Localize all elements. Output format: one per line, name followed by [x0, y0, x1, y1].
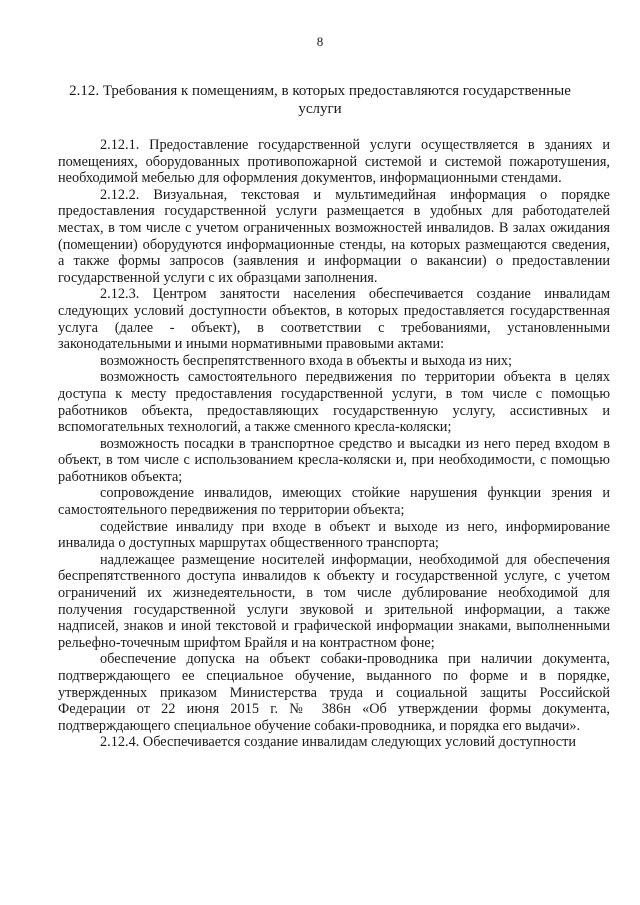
paragraph-2-12-2: 2.12.2. Визуальная, текстовая и мультимедийная информация о порядке предоставления государственной услуги размещается в удобных для работодателей местах, в том числе с учетом ограниченных возможностей инвалидов. В залах ожидания (помещении) оборудуются информационные стенды, на которых размещаются сведения, а также формы запросов (заявления и информации о вакансии) о предоставлении государственной услуги с их образцами заполнения.: [58, 186, 610, 286]
list-item-assistance: содействие инвалиду при входе в объект и выходе из него, информирование инвалида о доступных маршрутах общественного транспорта;: [58, 518, 610, 552]
list-item-information-placement: надлежащее размещение носителей информации, необходимой для обеспечения беспрепятственного доступа инвалидов к объекту и государственной услуге, с учетом ограничений их жизнедеятельности, в том числе дублирование необходимой для получения государственной услуги звуковой и зрительной информации, а также надписей, знаков и иной текстовой и графической информации знаками, выполненными рельефно-точечным шрифтом Брайля и на контрастном фоне;: [58, 551, 610, 651]
document-body: [58, 137, 610, 751]
list-item-escort: сопровождение инвалидов, имеющих стойкие нарушения функции зрения и самостоятельного передвижения по территории объекта;: [58, 485, 610, 519]
list-item-entry-access: возможность беспрепятственного входа в объекты и выхода из них;: [100, 352, 513, 369]
list-item-movement: возможность самостоятельного передвижения по территории объекта в целях доступа к месту предоставления государственной услуги, в том числе с помощью работников объекта, предоставляющих государственную услугу, ассистивных и вспомогательных технологий, а также сменного кресла-коляски;: [58, 369, 610, 436]
page-number: 8: [316, 34, 324, 49]
section-heading: 2.12. Требования к помещениям, в которых предоставляются государственные услуги: [69, 83, 571, 117]
list-item-transport: возможность посадки в транспортное средство и высадки из него перед входом в объект, в том числе с использованием кресла-коляски и, при необходимости, с помощью работников объекта;: [58, 435, 610, 485]
list-item-guide-dog: обеспечение допуска на объект собаки-проводника при наличии документа, подтверждающего ее специальное обучение, выданного по форме и в порядке, утвержденных приказом Министерства труда и социальной защиты Российской Федерации от 22 июня 2015 г. № 386н «Об утверждении формы документа, подтверждающего специальное обучение собаки-проводника, и порядка его выдачи».: [58, 651, 610, 734]
paragraph-2-12-3: 2.12.3. Центром занятости населения обеспечивается создание инвалидам следующих условий доступности объектов, в которых предоставляется государственная услуга (далее - объект), в соответствии с требованиями, установленными законодательными и иными нормативными правовыми актами:: [58, 286, 610, 353]
paragraph-2-12-1: 2.12.1. Предоставление государственной услуги осуществляется в зданиях и помещениях, оборудованных противопожарной системой и системой пожаротушения, необходимой мебелью для оформления документов, информационными стендами.: [58, 137, 610, 187]
paragraph-2-12-4: 2.12.4. Обеспечивается создание инвалидам следующих условий доступности: [100, 734, 576, 751]
